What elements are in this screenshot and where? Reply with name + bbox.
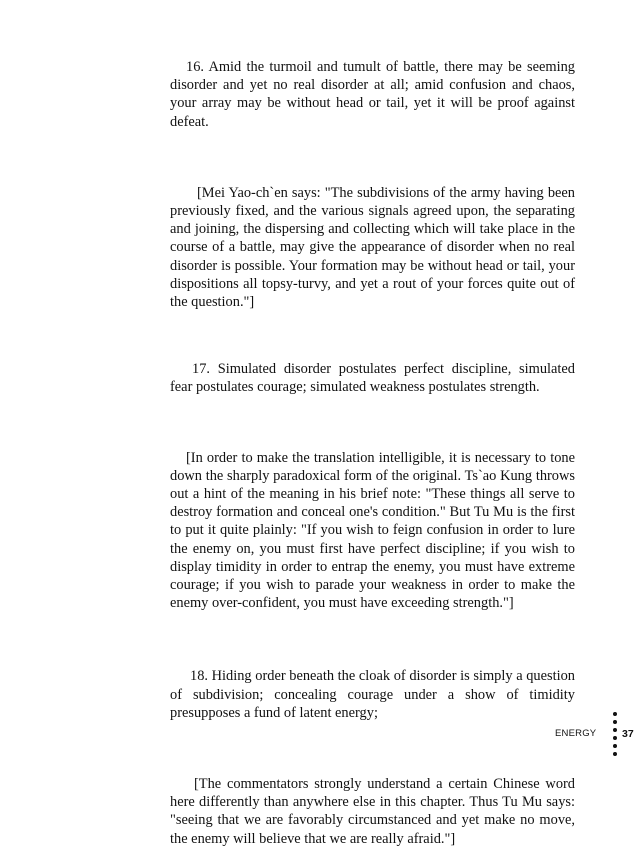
footer-dot [613,712,617,716]
footer-section-title: ENERGY [555,728,597,739]
page-number: 37 [622,728,634,740]
commentary-mei-yao-chen: [Mei Yao-ch`en says: "The subdivisions of the army having been previously fixed, and the various signals agreed upon, the separating and joining, the dispersing and collecting which will take place in the course of a battle, may give the appearance of disorder when no real disorder is possible. Your formation may be without head or tail, your dispositions all topsy-turvy, and yet a rout of your forces quite out of the question."] [170,184,575,311]
footer-dot [613,752,617,756]
paragraph-17: 17. Simulated disorder postulates perfect discipline, simulated fear postulates courage; simulated weakness postulates strength. [170,361,575,396]
paragraph-18: 18. Hiding order beneath the cloak of disorder is simply a question of subdivision; concealing courage under a show of timidity presupposes a fund of latent energy; [170,668,575,721]
footer-dot-rule [613,712,617,756]
page-footer [0,727,638,741]
paragraph-16: 16. Amid the turmoil and tumult of battle, there may be seeming disorder and yet no real disorder at all; amid confusion and chaos, your array may be without head or tail, yet it will be proof against defeat. [170,59,575,130]
footer-dot [613,728,617,732]
footer-dot [613,720,617,724]
footer-dot [613,744,617,748]
commentary-translation-note: [In order to make the translation intelligible, it is necessary to tone down the sharply paradoxical form of the original. Ts`ao Kung throws out a hint of the meaning in his brief note: "These things all serve to destroy formation and conceal one's condition." But Tu Mu is the first to put it quite plainly: "If you wish to feign confusion in order to lure the enemy on, you must first have perfect discipline; if you wish to display timidity in order to entrap the enemy, you must have extreme courage; if you wish to parade your weakness in order to make the enemy over-confident, you must have exceeding strength."] [170,449,575,612]
footer-dot [613,736,617,740]
commentary-tu-mu: [The commentators strongly understand a certain Chinese word here differently than anywhere else in this chapter. Thus Tu Mu says: "seeing that we are favorably circumstanced and yet make no move, the enemy will believe that we are really afraid."] [170,776,575,847]
